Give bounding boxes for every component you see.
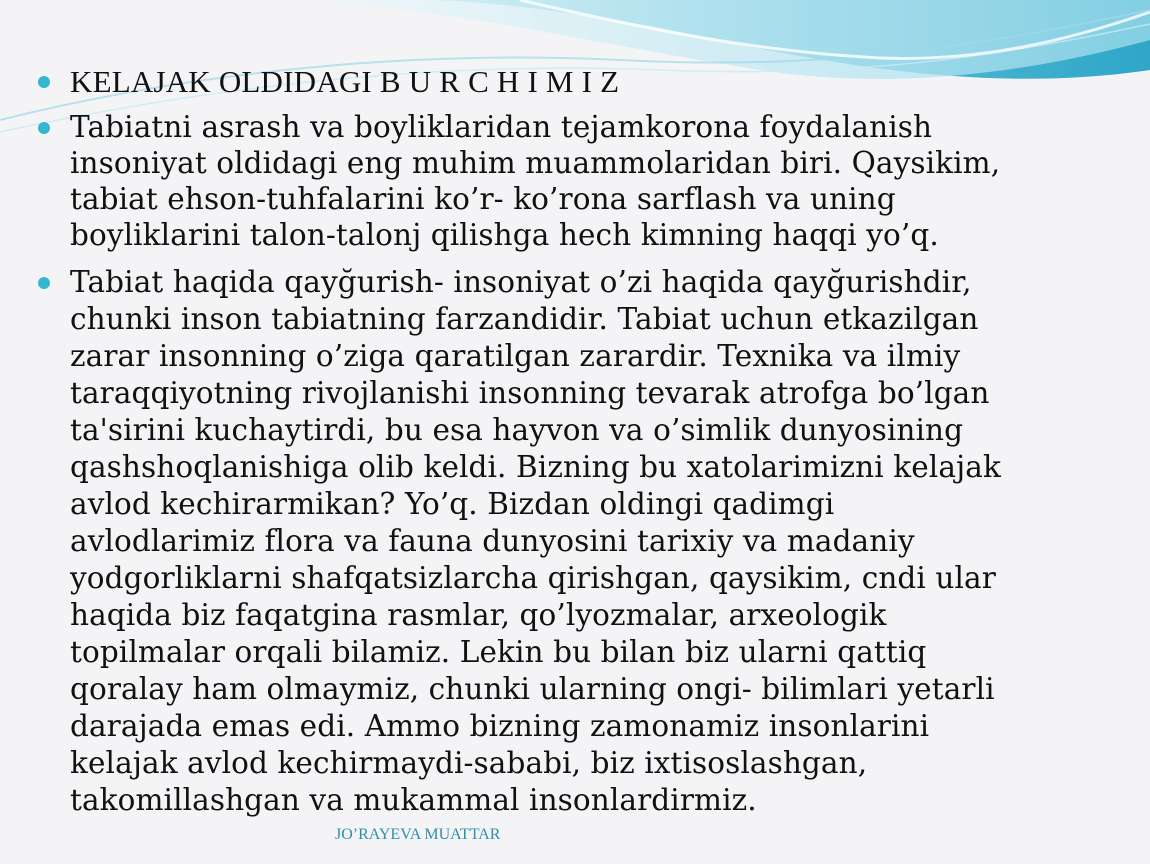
- paragraph-2-line: qashshoqlanishiga olib keldi. Bizning bu xatolarimizni kelajak: [70, 450, 1001, 484]
- paragraph-2-line: Tabiat haqida qayğurish- insoniyat o’zi haqida qayğurishdir,: [70, 265, 972, 299]
- bullet-dot: [38, 76, 50, 88]
- bullet-dot: [38, 122, 50, 134]
- paragraph-1-line: insoniyat oldidagi eng muhim muammolaridan biri. Qaysikim,: [70, 146, 1001, 180]
- paragraph-2-line: topilmalar orqali bilamiz. Lekin bu bilan biz ularni qattiq: [70, 635, 927, 669]
- author-footer: JO’RAYEVA MUATTAR: [335, 826, 501, 843]
- paragraph-2-line: darajada emas edi. Ammo bizning zamonamiz insonlarini: [70, 709, 930, 743]
- paragraph-2-line: taraqqiyotning rivojlanishi insonning tevarak atrofga bo’lgan: [70, 376, 990, 410]
- paragraph-2-line: ta'sirini kuchaytirdi, bu esa hayvon va o’simlik dunyosining: [70, 413, 964, 447]
- paragraph-2-line: takomillashgan va mukammal insonlardirmiz.: [70, 783, 757, 817]
- paragraph-1-line: boyliklarini talon-talonj qilishga hech kimning haqqi yo’q.: [70, 218, 939, 252]
- paragraph-2-line: avlodlarimiz flora va fauna dunyosini tarixiy va madaniy: [70, 524, 915, 558]
- paragraph-2-line: qoralay ham olmaymiz, chunki ularning ongi- bilimlari yetarli: [70, 672, 995, 706]
- paragraph-2-line: kelajak avlod kechirmaydi-sababi, biz ixtisoslashgan,: [70, 746, 868, 780]
- paragraph-2-line: zarar insonning o’ziga qaratilgan zarardir. Texnika va ilmiy: [70, 339, 961, 373]
- paragraph-2-line: avlod kechirarmikan? Yo’q. Bizdan oldingi qadimgi: [70, 487, 835, 521]
- heading-text: KELAJAK OLDIDAGI B U R C H I M I Z: [70, 64, 620, 99]
- bullet-dot: [38, 277, 50, 289]
- paragraph-2-line: haqida biz faqatgina rasmlar, qo’lyozmalar, arxeologik: [70, 598, 887, 632]
- paragraph-1-line: tabiat ehson-tuhfalarini ko’r- ko’rona sarflash va uning: [70, 182, 896, 216]
- paragraph-2-line: chunki inson tabiatning farzandidir. Tabiat uchun etkazilgan: [70, 302, 979, 336]
- paragraph-2-line: yodgorliklarni shafqatsizlarcha qirishgan, qaysikim, cndi ular: [70, 561, 996, 595]
- paragraph-1-line: Tabiatni asrash va boyliklaridan tejamkorona foydalanish: [70, 110, 933, 144]
